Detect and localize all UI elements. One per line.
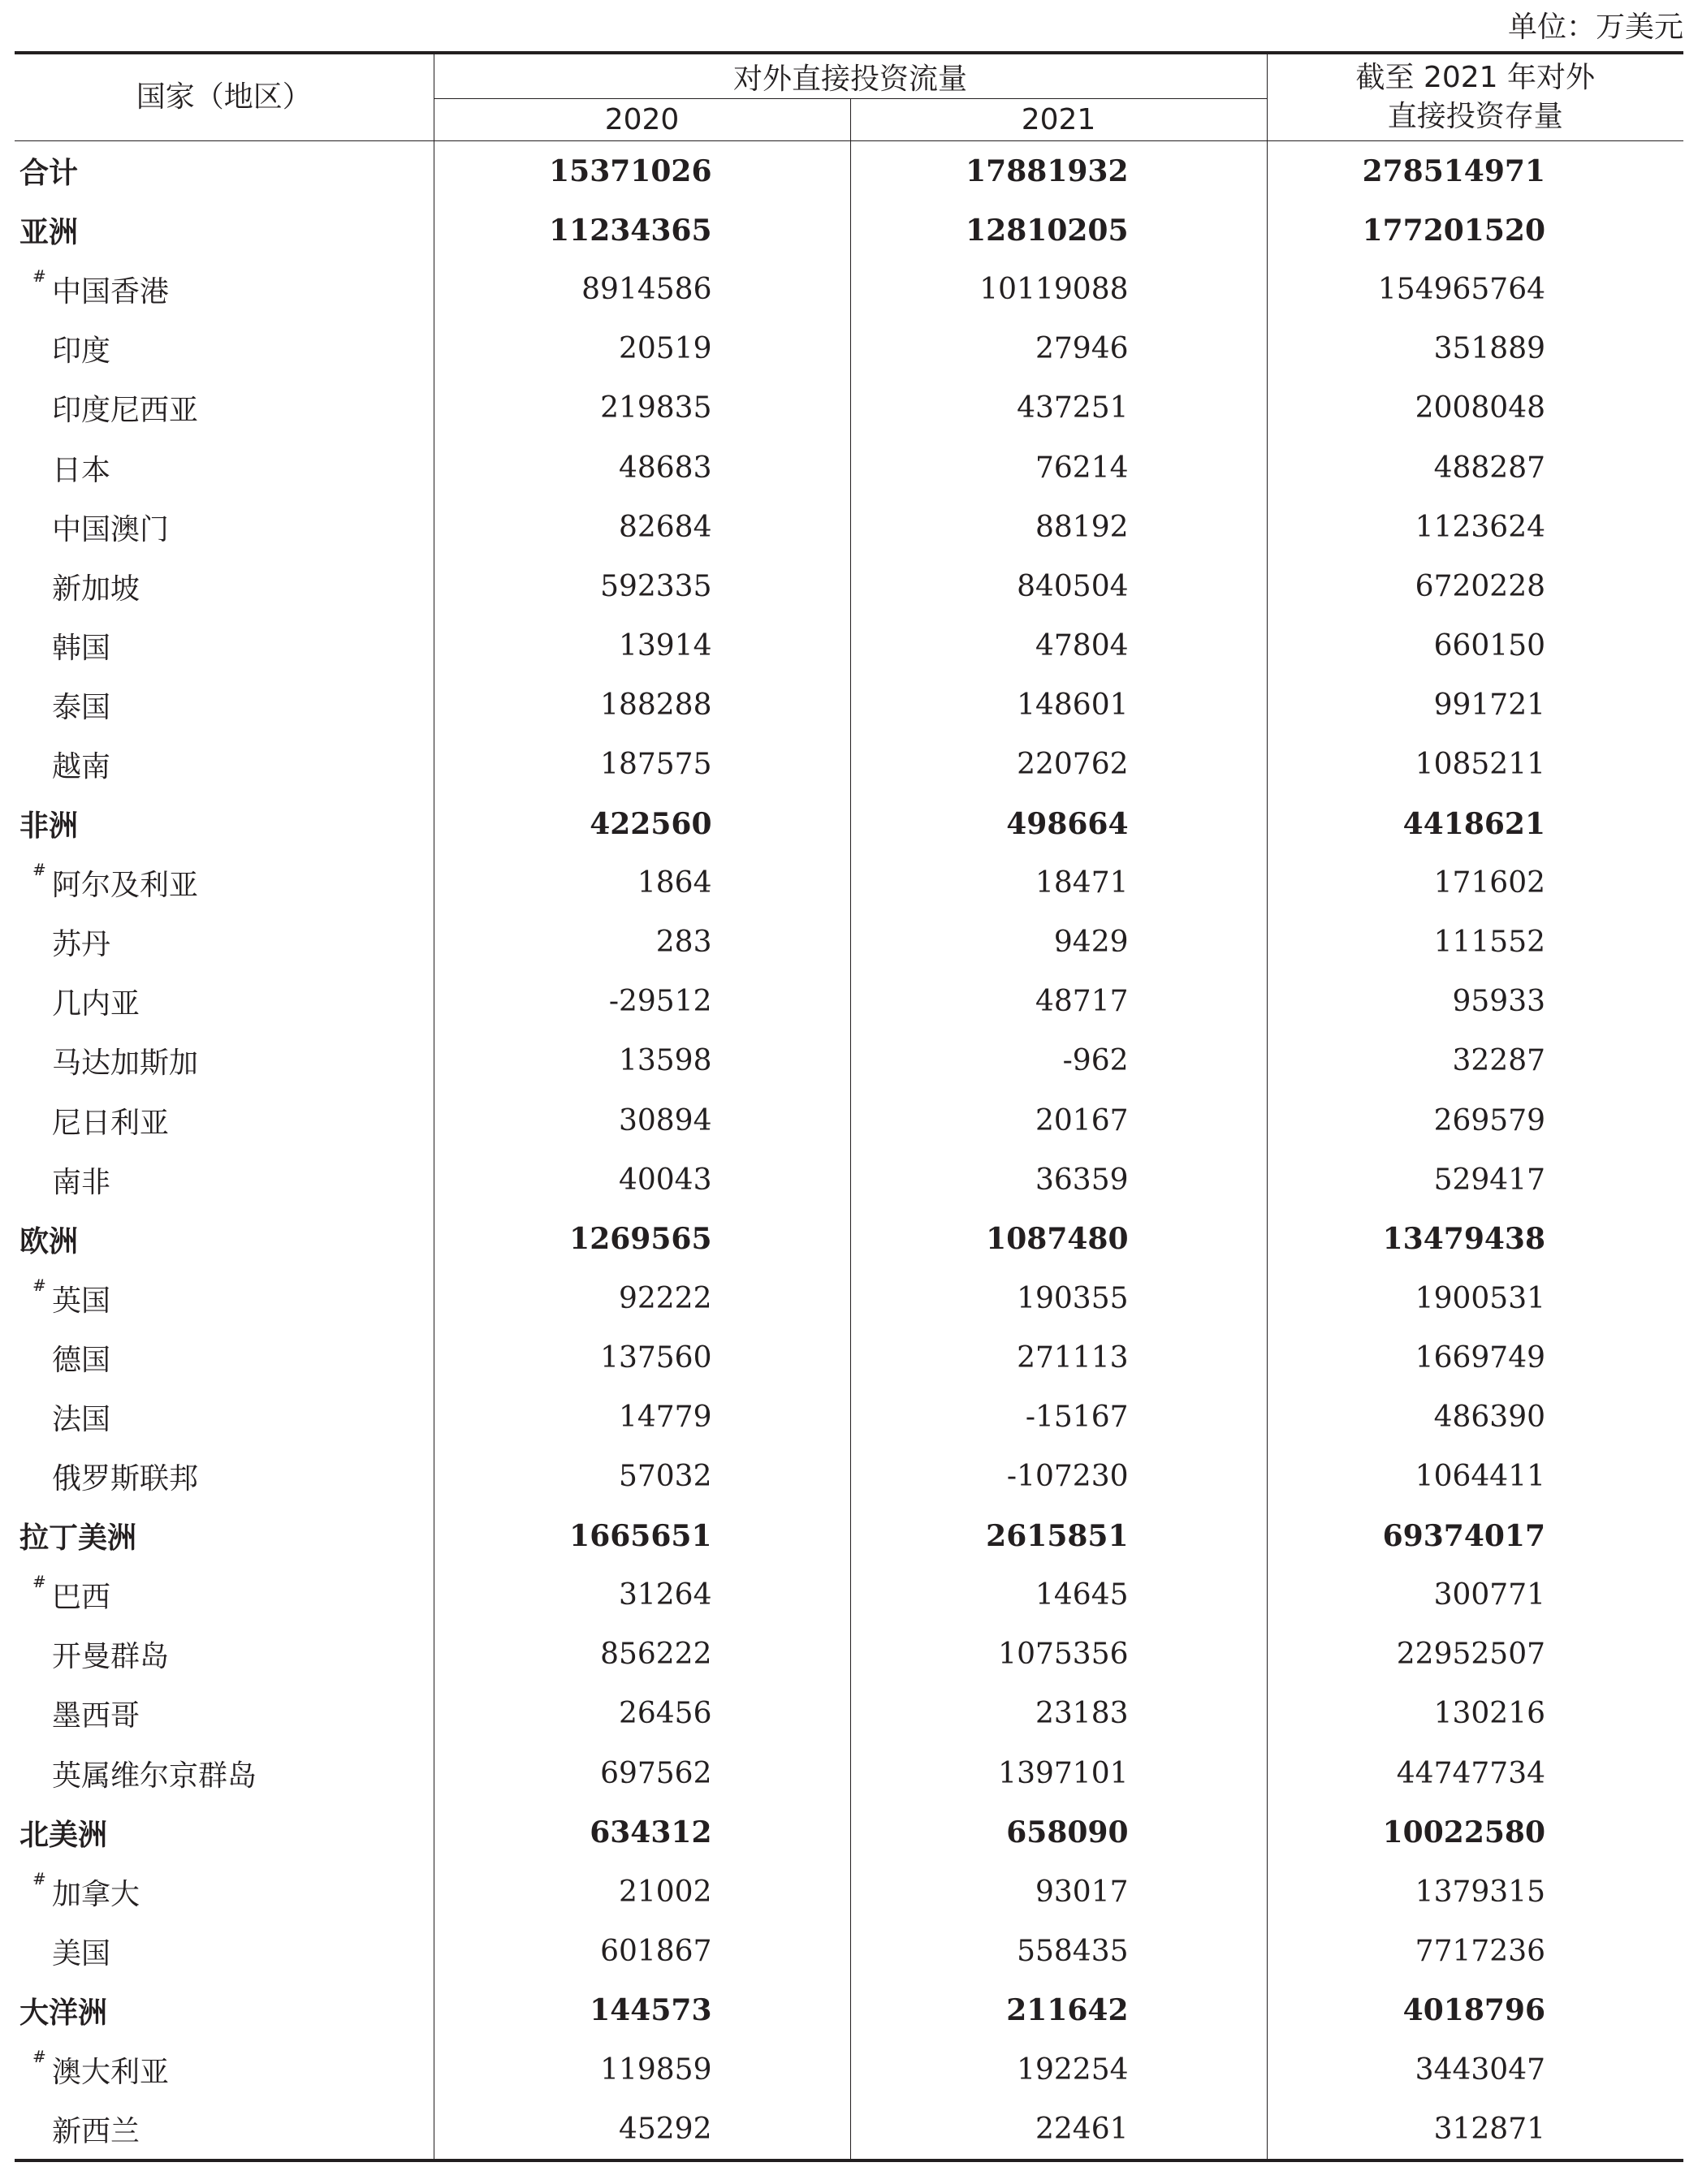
- table-row: [15, 913, 1683, 972]
- hash-marker: #: [32, 1572, 46, 1592]
- flow-2021-cell: 211642: [850, 1981, 1267, 2040]
- country-cell: [15, 1803, 434, 1862]
- country-name: 印度: [52, 335, 111, 369]
- stock-2021-cell: 32287: [1267, 1031, 1683, 1090]
- flow-2021-cell: 18471: [850, 853, 1267, 913]
- flow-2021-cell: 148601: [850, 675, 1267, 735]
- country-name: 日本: [52, 453, 111, 487]
- stock-column-header: [1267, 53, 1683, 141]
- country-cell: [15, 319, 434, 378]
- flow-2020-cell: 1864: [434, 853, 850, 913]
- table-row: [15, 1565, 1683, 1625]
- country-cell: [15, 972, 434, 1031]
- country-name: 开曼群岛: [52, 1640, 170, 1674]
- country-cell: [15, 1981, 434, 2040]
- table-row: [15, 675, 1683, 735]
- country-name: 德国: [52, 1343, 111, 1377]
- country-name: 巴西: [52, 1581, 111, 1615]
- hash-marker: #: [32, 1868, 46, 1888]
- table-row: [15, 1150, 1683, 1210]
- flow-2020-cell: 14779: [434, 1388, 850, 1447]
- table-row: [15, 735, 1683, 794]
- flow-2020-cell: 40043: [434, 1150, 850, 1210]
- table-row: [15, 1625, 1683, 1684]
- country-name: 马达加斯加: [52, 1047, 199, 1081]
- table-row-region: [15, 1803, 1683, 1862]
- country-cell: [15, 853, 434, 913]
- table-row: [15, 378, 1683, 438]
- year-2021-header: 2021: [850, 99, 1267, 141]
- stock-2021-cell: 1669749: [1267, 1328, 1683, 1388]
- hash-marker: #: [32, 860, 46, 880]
- flow-2020-cell: 13598: [434, 1031, 850, 1090]
- stock-2021-cell: 1085211: [1267, 735, 1683, 794]
- country-name: 合计: [19, 156, 79, 191]
- country-cell: [15, 1862, 434, 1922]
- country-cell: [15, 1922, 434, 1981]
- flow-2021-cell: 27946: [850, 319, 1267, 378]
- flow-2020-cell: 187575: [434, 735, 850, 794]
- table-body: [15, 141, 1683, 2161]
- flow-2020-cell: 634312: [434, 1803, 850, 1862]
- flow-2021-cell: 840504: [850, 557, 1267, 616]
- table-row-region: [15, 141, 1683, 201]
- stock-header-line2: 直接投资存量: [1387, 100, 1563, 133]
- table-row: [15, 1684, 1683, 1743]
- table-row-region: [15, 1210, 1683, 1269]
- country-name: 非洲: [19, 809, 79, 844]
- country-name: 新西兰: [52, 2115, 140, 2149]
- flow-2020-cell: 144573: [434, 1981, 850, 2040]
- flow-2020-cell: 30894: [434, 1091, 850, 1150]
- flow-2021-cell: 192254: [850, 2040, 1267, 2100]
- country-name: 中国澳门: [52, 512, 170, 546]
- stock-2021-cell: 177201520: [1267, 201, 1683, 260]
- country-cell: [15, 1269, 434, 1328]
- flow-2021-cell: 12810205: [850, 201, 1267, 260]
- flow-2020-cell: 137560: [434, 1328, 850, 1388]
- stock-2021-cell: 486390: [1267, 1388, 1683, 1447]
- flow-2021-cell: 437251: [850, 378, 1267, 438]
- flow-2020-cell: 1665651: [434, 1506, 850, 1565]
- country-cell: [15, 201, 434, 260]
- country-cell: [15, 1506, 434, 1565]
- country-name: 加拿大: [52, 1877, 140, 1911]
- table-row-region: [15, 1506, 1683, 1565]
- flow-2021-cell: 1397101: [850, 1744, 1267, 1803]
- flow-2021-cell: 220762: [850, 735, 1267, 794]
- unit-label: 单位：万美元: [1507, 11, 1683, 44]
- table-row: [15, 1388, 1683, 1447]
- flow-2020-cell: 592335: [434, 557, 850, 616]
- table-row: [15, 1269, 1683, 1328]
- country-name: 苏丹: [52, 928, 111, 962]
- flow-2021-cell: 47804: [850, 616, 1267, 675]
- flow-2021-cell: 190355: [850, 1269, 1267, 1328]
- stock-2021-cell: 660150: [1267, 616, 1683, 675]
- country-cell: [15, 378, 434, 438]
- stock-2021-cell: 154965764: [1267, 260, 1683, 319]
- country-name: 阿尔及利亚: [52, 869, 199, 903]
- country-name: 大洋洲: [19, 1995, 108, 2030]
- country-cell: [15, 260, 434, 319]
- table-row-region: [15, 201, 1683, 260]
- stock-2021-cell: 22952507: [1267, 1625, 1683, 1684]
- stock-header-line1: 截至 2021 年对外: [1355, 61, 1596, 94]
- hash-marker: #: [32, 2047, 46, 2066]
- country-cell: [15, 1565, 434, 1625]
- country-name: 南非: [52, 1165, 111, 1199]
- stock-2021-cell: 1900531: [1267, 1269, 1683, 1328]
- country-name: 拉丁美洲: [19, 1521, 137, 1556]
- country-cell: [15, 1388, 434, 1447]
- flow-group-header: 对外直接投资流量: [434, 53, 1267, 99]
- investment-table: [15, 51, 1683, 2162]
- table-row: [15, 260, 1683, 319]
- country-cell: [15, 616, 434, 675]
- stock-2021-cell: 529417: [1267, 1150, 1683, 1210]
- country-cell: [15, 1744, 434, 1803]
- flow-2021-cell: -107230: [850, 1447, 1267, 1506]
- flow-2020-cell: 856222: [434, 1625, 850, 1684]
- stock-2021-cell: 13479438: [1267, 1210, 1683, 1269]
- flow-2021-cell: 14645: [850, 1565, 1267, 1625]
- table-row: [15, 498, 1683, 557]
- stock-2021-cell: 312871: [1267, 2100, 1683, 2160]
- country-cell: [15, 438, 434, 497]
- stock-2021-cell: 1123624: [1267, 498, 1683, 557]
- flow-2021-cell: 76214: [850, 438, 1267, 497]
- flow-2021-cell: 10119088: [850, 260, 1267, 319]
- flow-2021-cell: 2615851: [850, 1506, 1267, 1565]
- country-name: 英属维尔京群岛: [52, 1759, 257, 1793]
- flow-2020-cell: 20519: [434, 319, 850, 378]
- flow-2020-cell: 422560: [434, 794, 850, 853]
- country-name: 亚洲: [19, 215, 79, 250]
- country-cell: [15, 1031, 434, 1090]
- flow-2021-cell: 20167: [850, 1091, 1267, 1150]
- table-row: [15, 616, 1683, 675]
- table-row: [15, 2040, 1683, 2100]
- country-cell: [15, 1625, 434, 1684]
- country-cell: [15, 2100, 434, 2160]
- country-name: 俄罗斯联邦: [52, 1462, 199, 1496]
- flow-2021-cell: -962: [850, 1031, 1267, 1090]
- country-cell: [15, 557, 434, 616]
- flow-2020-cell: 31264: [434, 1565, 850, 1625]
- country-cell: [15, 2040, 434, 2100]
- flow-2020-cell: 283: [434, 913, 850, 972]
- flow-2021-cell: 498664: [850, 794, 1267, 853]
- flow-2021-cell: 88192: [850, 498, 1267, 557]
- country-cell: [15, 1210, 434, 1269]
- flow-2021-cell: 658090: [850, 1803, 1267, 1862]
- flow-2021-cell: 558435: [850, 1922, 1267, 1981]
- flow-2021-cell: 23183: [850, 1684, 1267, 1743]
- flow-2020-cell: 45292: [434, 2100, 850, 2160]
- country-name: 中国香港: [52, 275, 170, 309]
- stock-2021-cell: 991721: [1267, 675, 1683, 735]
- stock-2021-cell: 4418621: [1267, 794, 1683, 853]
- country-cell: [15, 794, 434, 853]
- flow-2020-cell: 219835: [434, 378, 850, 438]
- flow-2021-cell: 1087480: [850, 1210, 1267, 1269]
- country-name: 英国: [52, 1284, 111, 1318]
- stock-2021-cell: 488287: [1267, 438, 1683, 497]
- stock-2021-cell: 1379315: [1267, 1862, 1683, 1922]
- country-cell: [15, 498, 434, 557]
- stock-2021-cell: 3443047: [1267, 2040, 1683, 2100]
- table-row: [15, 557, 1683, 616]
- flow-2020-cell: 92222: [434, 1269, 850, 1328]
- country-column-header: 国家（地区）: [136, 80, 312, 114]
- flow-2021-cell: 22461: [850, 2100, 1267, 2160]
- country-name: 印度尼西亚: [52, 394, 199, 428]
- stock-2021-cell: 6720228: [1267, 557, 1683, 616]
- table-row: [15, 1447, 1683, 1506]
- country-cell: [15, 675, 434, 735]
- country-name: 北美洲: [19, 1817, 108, 1852]
- country-cell: [15, 1328, 434, 1388]
- country-cell: [15, 1684, 434, 1743]
- country-name: 尼日利亚: [52, 1106, 170, 1140]
- table-row: [15, 2100, 1683, 2160]
- hash-marker: #: [32, 266, 46, 287]
- flow-2020-cell: 57032: [434, 1447, 850, 1506]
- table-row: [15, 972, 1683, 1031]
- country-name: 新加坡: [52, 572, 140, 606]
- country-name: 墨西哥: [52, 1699, 140, 1733]
- flow-2020-cell: 601867: [434, 1922, 850, 1981]
- stock-2021-cell: 69374017: [1267, 1506, 1683, 1565]
- flow-2021-cell: 271113: [850, 1328, 1267, 1388]
- country-cell: [15, 141, 434, 201]
- stock-2021-cell: 44747734: [1267, 1744, 1683, 1803]
- table-row: [15, 319, 1683, 378]
- flow-2021-cell: -15167: [850, 1388, 1267, 1447]
- flow-2020-cell: 13914: [434, 616, 850, 675]
- table-row: [15, 1922, 1683, 1981]
- stock-2021-cell: 171602: [1267, 853, 1683, 913]
- country-name: 法国: [52, 1403, 111, 1437]
- country-name: 欧洲: [19, 1224, 79, 1258]
- flow-2020-cell: 119859: [434, 2040, 850, 2100]
- stock-2021-cell: 10022580: [1267, 1803, 1683, 1862]
- table-row: [15, 1031, 1683, 1090]
- country-cell: [15, 913, 434, 972]
- country-name: 泰国: [52, 690, 111, 724]
- table-row-region: [15, 1981, 1683, 2040]
- country-cell: [15, 735, 434, 794]
- flow-2020-cell: 15371026: [434, 141, 850, 201]
- year-2020-header: 2020: [434, 99, 850, 141]
- stock-2021-cell: 7717236: [1267, 1922, 1683, 1981]
- table-row: [15, 438, 1683, 497]
- stock-2021-cell: 95933: [1267, 972, 1683, 1031]
- flow-2020-cell: 48683: [434, 438, 850, 497]
- stock-2021-cell: 130216: [1267, 1684, 1683, 1743]
- stock-2021-cell: 4018796: [1267, 1981, 1683, 2040]
- stock-2021-cell: 1064411: [1267, 1447, 1683, 1506]
- country-cell: [15, 1447, 434, 1506]
- stock-2021-cell: 300771: [1267, 1565, 1683, 1625]
- flow-2021-cell: 93017: [850, 1862, 1267, 1922]
- country-name: 越南: [52, 749, 111, 783]
- stock-2021-cell: 2008048: [1267, 378, 1683, 438]
- country-name: 几内亚: [52, 987, 140, 1021]
- table-header: [15, 53, 1683, 141]
- flow-2020-cell: 21002: [434, 1862, 850, 1922]
- table-row: [15, 1328, 1683, 1388]
- country-cell: [15, 1150, 434, 1210]
- country-cell: [15, 1091, 434, 1150]
- flow-2021-cell: 48717: [850, 972, 1267, 1031]
- hash-marker: #: [32, 1275, 46, 1295]
- stock-2021-cell: 269579: [1267, 1091, 1683, 1150]
- table-row: [15, 1744, 1683, 1803]
- country-name: 澳大利亚: [52, 2056, 170, 2090]
- flow-2020-cell: 11234365: [434, 201, 850, 260]
- table-row: [15, 1862, 1683, 1922]
- country-name: 美国: [52, 1936, 111, 1970]
- flow-2021-cell: 17881932: [850, 141, 1267, 201]
- flow-2020-cell: -29512: [434, 972, 850, 1031]
- table-row-region: [15, 794, 1683, 853]
- flow-2020-cell: 1269565: [434, 1210, 850, 1269]
- table-row: [15, 1091, 1683, 1150]
- flow-2021-cell: 36359: [850, 1150, 1267, 1210]
- flow-2020-cell: 697562: [434, 1744, 850, 1803]
- flow-2021-cell: 9429: [850, 913, 1267, 972]
- flow-2020-cell: 188288: [434, 675, 850, 735]
- country-name: 韩国: [52, 631, 111, 665]
- stock-2021-cell: 278514971: [1267, 141, 1683, 201]
- flow-2020-cell: 82684: [434, 498, 850, 557]
- stock-2021-cell: 111552: [1267, 913, 1683, 972]
- flow-2021-cell: 1075356: [850, 1625, 1267, 1684]
- table-row: [15, 853, 1683, 913]
- flow-2020-cell: 8914586: [434, 260, 850, 319]
- stock-2021-cell: 351889: [1267, 319, 1683, 378]
- flow-2020-cell: 26456: [434, 1684, 850, 1743]
